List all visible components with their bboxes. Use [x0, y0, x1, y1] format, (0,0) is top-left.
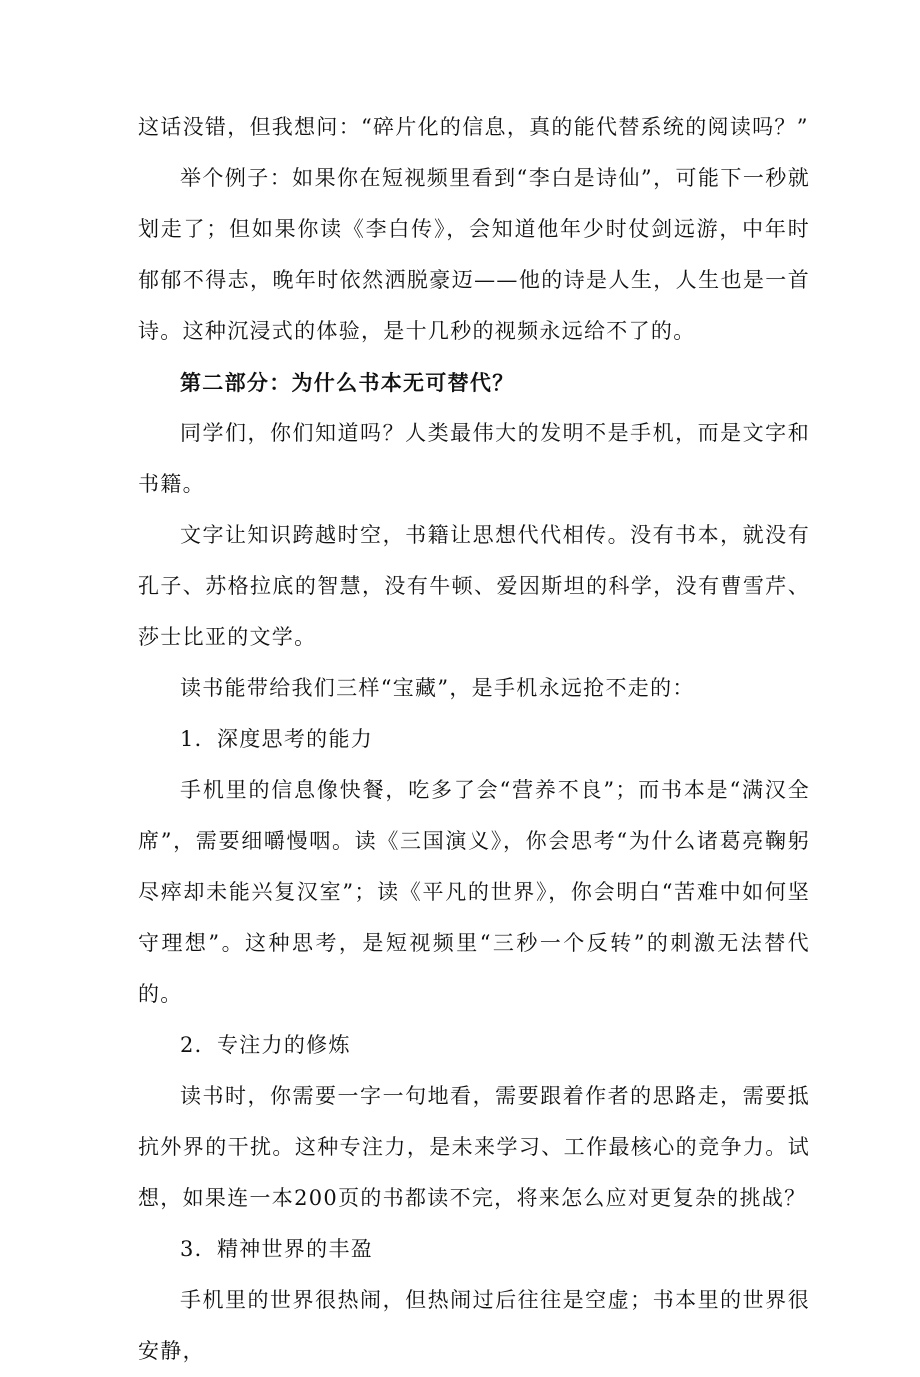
paragraph-greatest-invention: 同学们，你们知道吗？人类最伟大的发明不是手机，而是文字和书籍。: [138, 421, 810, 496]
paragraph-deep-thinking: 手机里的信息像快餐，吃多了会“营养不良”；而书本是“满汉全席”，需要细嚼慢咽。读《三国演义》，你会思考“为什么诸葛亮鞠躬尽瘁却未能兴复汉室”；读《平凡的世界》，你会明白“苦难中如何坚守理想”。这种思考，是短视频里“三秒一个反转”的刺激无法替代的。: [138, 778, 810, 1006]
paragraph-words-and-books: 文字让知识跨越时空，书籍让思想代代相传。没有书本，就没有孔子、苏格拉底的智慧，没有牛顿、爱因斯坦的科学，没有曹雪芹、莎士比亚的文学。: [138, 523, 810, 649]
paragraph-opening-question: 这话没错，但我想问：“碎片化的信息，真的能代替系统的阅读吗？”: [138, 115, 809, 139]
list-item-focus: 2．专注力的修炼: [180, 1033, 351, 1057]
list-item-deep-thinking: 1．深度思考的能力: [180, 727, 374, 751]
list-item-spiritual-richness: 3．精神世界的丰盈: [180, 1237, 374, 1261]
paragraph-spiritual-richness: 手机里的世界很热闹，但热闹过后往往是空虚；书本里的世界很安静，: [138, 1288, 810, 1363]
paragraph-li-bai-example: 举个例子：如果你在短视频里看到“李白是诗仙”，可能下一秒就划走了；但如果你读《李白传》，会知道他年少时仗剑远游，中年时郁郁不得志，晚年时依然洒脱豪迈——他的诗是人生，人生也是一首诗。这种沉浸式的体验，是十几秒的视频永远给不了的。: [138, 166, 810, 343]
section-heading-part-two: 第二部分：为什么书本无可替代？: [180, 370, 515, 395]
paragraph-three-treasures: 读书能带给我们三样“宝藏”，是手机永远抢不走的：: [180, 676, 695, 700]
document-body: [138, 102, 810, 1377]
paragraph-focus: 读书时，你需要一字一句地看，需要跟着作者的思路走，需要抵抗外界的干扰。这种专注力，是未来学习、工作最核心的竞争力。试想，如果连一本200页的书都读不完，将来怎么应对更复杂的挑战？: [138, 1084, 810, 1210]
